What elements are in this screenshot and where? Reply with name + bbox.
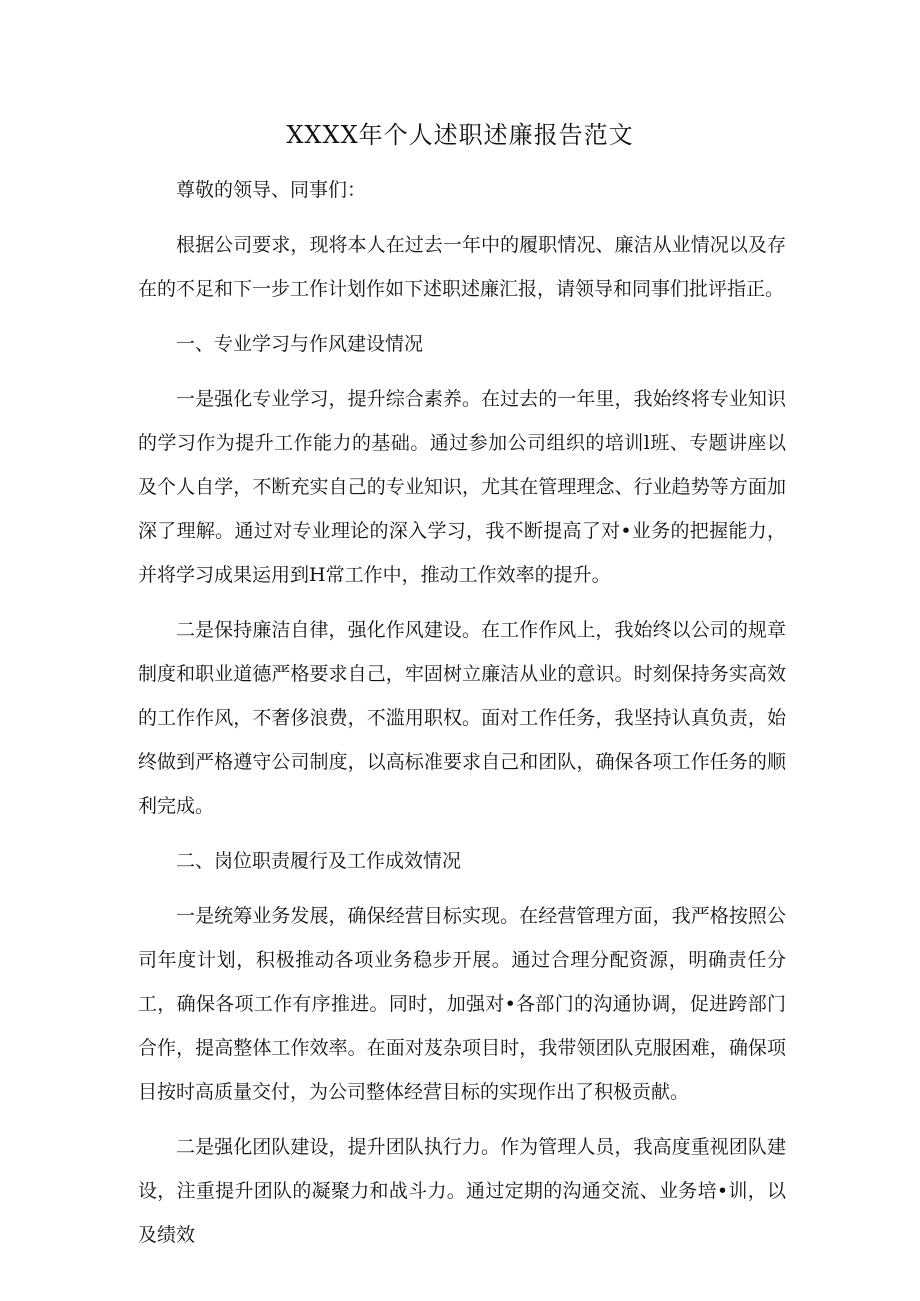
paragraph-integrity: 二是保持廉洁自律，强化作风建设。在工作作风上，我始终以公司的规章制度和职业道德严格要求自己，牢固树立廉洁从业的意识。时刻保持务实高效的工作作风，不奢侈浪费，不滥用职权。面对工作任务，我坚持认真负责，始终做到严格遵守公司制度，以高标准要求自己和团队，确保各项工作任务的顺利完成。 — [138, 619, 786, 817]
intro-paragraph: 根据公司要求，现将本人在过去一年中的履职情况、廉洁从业情况以及存在的不足和下一步工作计划作如下述职述廉汇报，请领导和同事们批评指正。 — [138, 234, 786, 300]
document-body — [138, 168, 786, 1257]
salutation: 尊敬的领导、同事们： — [176, 179, 367, 201]
section-heading-1: 一、专业学习与作风建设情况 — [176, 333, 424, 355]
paragraph-business: 一是统筹业务发展，确保经营目标实现。在经营管理方面，我严格按照公司年度计划，积极推动各项业务稳步开展。通过合理分配资源，明确责任分工，确保各项工作有序推进。同时，加强对•各部门的沟通协调，促进跨部门合作，提高整体工作效率。在面对芨杂项目时，我带领团队克服困难，确保项目按时高质量交付，为公司整体经营目标的实现作出了积极贡献。 — [138, 905, 786, 1103]
document-title: XXXX年个人述职述廉报告范文 — [286, 121, 634, 149]
paragraph-team: 二是强化团队建设，提升团队执行力。作为管理人员，我高度重视团队建设，注重提升团队的凝聚力和战斗力。通过定期的沟通交流、业务培•训，以及绩效 — [138, 1136, 786, 1246]
paragraph-study: 一是强化专业学习，提升综合素养。在过去的一年里，我始终将专业知识的学习作为提升工作能力的基础。通过参加公司组织的培训l班、专题讲座以及个人自学，不断充实自己的专业知识，尤其在管理理念、行业趋势等方面加深了理解。通过对专业理论的深入学习，我不断提高了对•业务的把握能力，并将学习成果运用到H常工作中，推动工作效率的提升。 — [138, 388, 786, 586]
section-heading-2: 二、岗位职责履行及工作成效情况 — [176, 850, 462, 872]
